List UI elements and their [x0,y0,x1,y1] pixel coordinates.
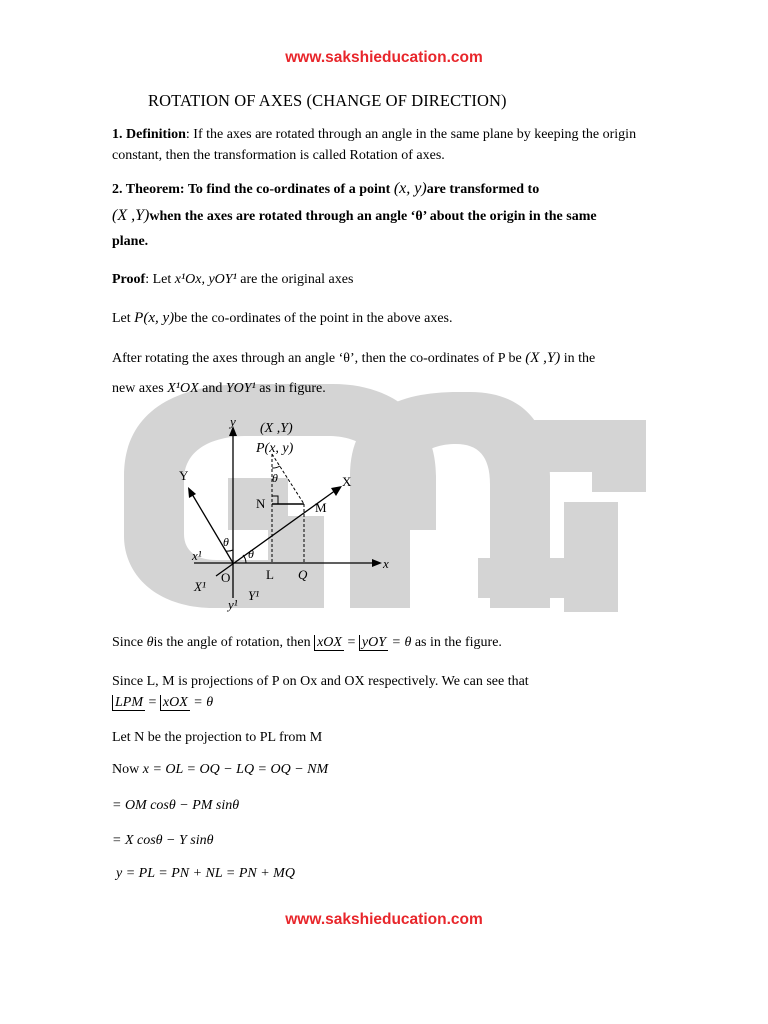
label-Y: Y [179,468,189,483]
label-X: X [342,474,352,489]
footer-site-link[interactable]: www.sakshieducation.com [285,911,483,928]
theorem-line-3: plane. [112,234,149,249]
proof-l2-p: P(x, y) [134,310,175,326]
let-n-line: Let N be the projection to PL from M [112,730,323,745]
theorem-line-1 [112,180,539,198]
proof-line-2 [112,310,452,327]
since-line-2: Since L, M is projections of P on Ox and OX respectively. We can see that [112,674,529,689]
since2-angle-LPM: LPM [112,695,145,711]
proof-l3-a: After rotating the axes through an angle ‘θ’, then the co-ordinates of P be [112,351,526,366]
equation-3: = X cosθ − Y sinθ [112,833,214,848]
since1-angle-xOX: xOX [314,635,344,651]
label-O: O [221,570,231,585]
label-L: L [266,567,274,582]
label-Q: Q [298,567,308,582]
proof-l4-a: new axes [112,381,168,396]
theorem-line-2 [112,207,597,225]
since2-eq: = [145,695,160,710]
label-M: M [315,500,327,515]
now-line [112,762,328,778]
rotation-axes-figure [176,412,406,617]
since-line-1 [112,635,502,651]
proof-l3-p: (X ,Y) [525,350,561,366]
label-y-top: y [230,414,236,429]
proof-l4-axes2: YOY¹ [225,381,256,396]
header-site-link[interactable]: www.sakshieducation.com [285,49,483,66]
label-theta-p: θ [272,471,278,485]
definition-text: : If the axes are rotated through an angle in the same plane by keeping the origin constant, then the transformation is called Rotation of axes. [112,127,637,163]
proof-l4-b: as in figure. [255,381,326,396]
label-XY: (X ,Y) [260,421,293,436]
since1-eq: = [343,635,359,650]
proof-l4-and: and [198,381,226,396]
since2-c: = θ [189,695,214,710]
label-theta-x: θ [248,547,254,561]
proof-l1-b: are the original axes [236,272,354,287]
proof-l4-axes1: X¹OX [167,381,199,396]
proof-l2-b: be the co-ordinates of the point in the above axes. [174,311,453,326]
label-X1: X¹ [194,579,206,594]
x-axis-arrow [372,559,382,567]
theta-arc-p [272,466,280,468]
since1-theta: θ [146,635,154,650]
definition-paragraph [112,124,672,166]
since1-a: Since [112,635,147,650]
since-line-2b [112,695,213,711]
theorem-point-xy: (x, y) [393,180,427,197]
proof-line-1 [112,272,353,288]
label-x: x [383,556,389,571]
right-angle-mark [272,496,278,504]
Y-axis-arrow [188,487,196,498]
since1-c: = θ [388,635,412,650]
X-axis-arrow [331,486,342,496]
label-theta-y: θ [223,535,229,549]
proof-label: Proof [112,272,146,287]
now-a: Now [112,762,143,777]
since1-d: as in the figure. [411,635,502,650]
proof-l1-axes: x¹Ox, yOY¹ [174,272,237,287]
proof-l3-b: in the [560,351,596,366]
proof-line-3 [112,350,595,367]
since2-angle-xOX: xOX [160,695,190,711]
label-Pxy: P(x, y) [256,441,294,456]
now-eq: x = OL = OQ − LQ = OQ − NM [142,762,329,777]
proof-line-4 [112,381,326,397]
theorem-text-b: are transformed to [426,182,540,197]
page-title: ROTATION OF AXES (CHANGE OF DIRECTION) [148,91,507,110]
label-N: N [256,496,266,511]
proof-l2-a: Let [112,311,135,326]
equation-2: = OM cosθ − PM sinθ [112,798,240,813]
label-Y1: Y¹ [248,588,260,603]
theorem-text-c: when the axes are rotated through an angle ‘θ’ about the origin in the same [149,209,597,224]
theorem-point-XY: (X ,Y) [112,207,150,224]
label-x1: x¹ [192,548,202,563]
since1-angle-yOY: yOY [359,635,388,651]
theorem-text-a: 2. Theorem: To find the co-ordinates of a point [112,182,394,197]
equation-4: y = PL = PN + NL = PN + MQ [116,866,295,881]
definition-label: 1. Definition [112,127,186,142]
label-y1: y¹ [228,597,238,612]
proof-l1-a: : Let [145,272,175,287]
since1-b: is the angle of rotation, then [153,635,315,650]
theta-arc-y [226,550,233,551]
